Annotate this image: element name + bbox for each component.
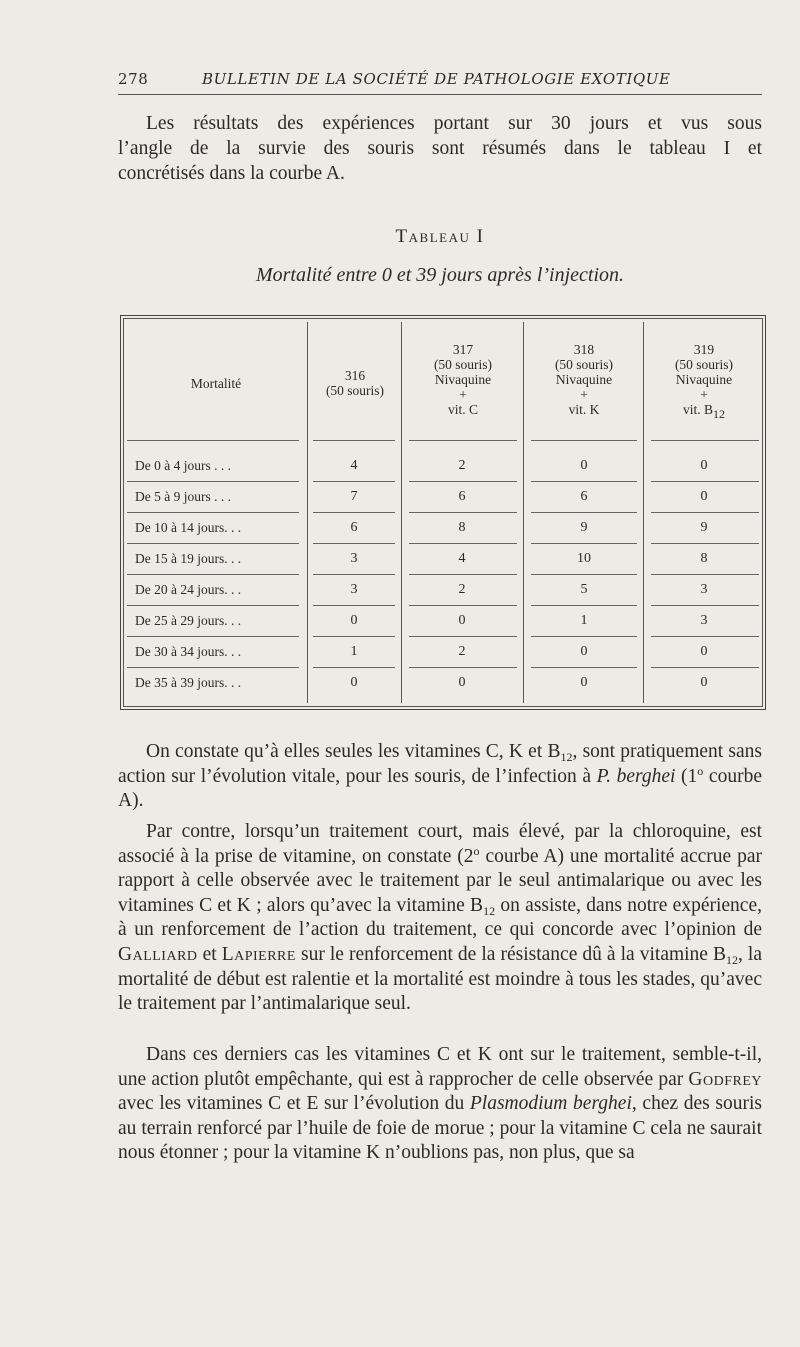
row-rule bbox=[313, 481, 395, 482]
running-title: BULLETIN DE LA SOCIÉTÉ DE PATHOLOGIE EXOTIQUE bbox=[202, 70, 671, 88]
row-rule bbox=[531, 481, 637, 482]
table-cell: 3 bbox=[700, 582, 708, 597]
row-rule bbox=[409, 636, 517, 637]
row-rule bbox=[127, 543, 299, 544]
row-rule bbox=[651, 512, 759, 513]
column-header-319-vitamin: vit. $B_{12}$ bbox=[682, 402, 725, 421]
table-cell: 0 bbox=[458, 675, 466, 690]
table-cell: 1 bbox=[350, 644, 358, 659]
row-rule bbox=[531, 574, 637, 575]
row-rule bbox=[651, 543, 759, 544]
column-header-318: 318 (50 souris) Nivaquine + vit. K bbox=[554, 342, 614, 417]
header-rule bbox=[313, 440, 395, 441]
row-rule bbox=[409, 667, 517, 668]
row-rule bbox=[409, 574, 517, 575]
author-galliard: Galliard bbox=[118, 943, 198, 965]
row-rule bbox=[313, 667, 395, 668]
row-rule bbox=[651, 481, 759, 482]
row-rule bbox=[313, 512, 395, 513]
row-rule bbox=[651, 636, 759, 637]
row-rule bbox=[651, 667, 759, 668]
column-divider bbox=[307, 322, 308, 703]
table-cell: 10 bbox=[577, 551, 591, 566]
header-rule bbox=[531, 440, 637, 441]
table-cell: 0 bbox=[700, 458, 708, 473]
row-rule bbox=[313, 636, 395, 637]
table-cell: 0 bbox=[700, 489, 708, 504]
row-rule bbox=[531, 667, 637, 668]
row-header: Mortalité bbox=[190, 376, 242, 391]
intro-line-3: concrétisés dans la courbe A. bbox=[118, 163, 345, 184]
author-lapierre: Lapierre bbox=[221, 943, 296, 965]
row-label: De 15 à 19 jours. . . bbox=[135, 551, 242, 566]
table-cell: 3 bbox=[350, 551, 358, 566]
table-cell: 0 bbox=[700, 644, 708, 659]
row-label: De 5 à 9 jours . . . bbox=[135, 489, 231, 504]
row-label: De 35 à 39 jours. . . bbox=[135, 675, 242, 690]
table-cell: 8 bbox=[700, 551, 708, 566]
paragraph-3: Dans ces derniers cas les vitamines C et K ont sur le traitement, semble-t-il, une action plutôt empêchante, qui est à rapprocher de celle observée par Godfrey avec les vitamines C et E sur l’évolution du Plasmodium berghei, chez des souris au terrain renforcé par l’huile de foie de morue ; pour la vitamine C cela ne saurait nous étonner ; pour la vitamine K n’oublions pas, non plus, que sa bbox=[118, 1044, 762, 1164]
row-label: De 25 à 29 jours. . . bbox=[135, 613, 242, 628]
row-rule bbox=[531, 636, 637, 637]
table-cell: 4 bbox=[350, 458, 358, 473]
intro-line-1: Les résultats des expériences portant sur 30 jours et vus sous bbox=[146, 113, 762, 134]
mortality-table bbox=[120, 315, 766, 710]
author-godfrey: Godfrey bbox=[688, 1068, 762, 1090]
table-cell: 0 bbox=[580, 675, 588, 690]
table-cell: 2 bbox=[458, 582, 466, 597]
table-cell: 3 bbox=[700, 613, 708, 628]
row-label: De 10 à 14 jours. . . bbox=[135, 520, 242, 535]
row-rule bbox=[313, 574, 395, 575]
table-title: Tableau I bbox=[395, 226, 485, 247]
row-label: De 0 à 4 jours . . . bbox=[135, 458, 231, 473]
row-rule bbox=[531, 543, 637, 544]
paragraph-2: Par contre, lorsqu’un traitement court, mais élevé, par la chloroquine, est associé à la prise de vitamine, on constate (2$^o$ courbe A) une mortalité accrue par rapport à celle observée avec le traitement par le seul antimalarique ou avec les vitamines C et K ; alors qu’avec la vitamine $B_{12}$ on assiste, dans notre expérience, à un renforcement de l’action du traitement, ce qui concorde avec l’opinion de Galliard et Lapierre sur le renforcement de la résistance dû à la vitamine $B_{12}$, la mortalité de début est ralentie et la mortalité est moindre à tous les stades, qu’avec le traitement par l’antimalarique seul. bbox=[118, 821, 763, 1015]
row-rule bbox=[531, 512, 637, 513]
column-divider bbox=[523, 322, 524, 703]
table-cell: 0 bbox=[350, 613, 358, 628]
column-divider bbox=[643, 322, 644, 703]
row-rule bbox=[127, 481, 299, 482]
column-header-316: 316 (50 souris) bbox=[325, 368, 385, 398]
row-rule bbox=[409, 512, 517, 513]
row-rule bbox=[531, 605, 637, 606]
table-cell: 6 bbox=[350, 520, 358, 535]
table-cell: 6 bbox=[458, 489, 466, 504]
header-rule bbox=[651, 440, 759, 441]
row-rule bbox=[409, 543, 517, 544]
intro-line-2: l’angle de la survie des souris sont résumés dans le tableau I et bbox=[118, 138, 762, 159]
table-cell: 0 bbox=[458, 613, 466, 628]
header-rule bbox=[127, 440, 299, 441]
row-rule bbox=[127, 667, 299, 668]
table-cell: 2 bbox=[458, 458, 466, 473]
row-rule bbox=[651, 605, 759, 606]
row-rule bbox=[127, 574, 299, 575]
paragraph-1: On constate qu’à elles seules les vitamines C, K et $B_{12}$, sont pratiquement sans action sur l’évolution vitale, pour les souris, de l’infection à P. berghei (1$^o$ courbe A). bbox=[118, 741, 762, 812]
row-rule bbox=[651, 574, 759, 575]
row-label: De 30 à 34 jours. . . bbox=[135, 644, 242, 659]
table-cell: 7 bbox=[350, 489, 358, 504]
table-cell: 9 bbox=[580, 520, 588, 535]
table-cell: 2 bbox=[458, 644, 466, 659]
row-label: De 20 à 24 jours. . . bbox=[135, 582, 242, 597]
row-rule bbox=[127, 636, 299, 637]
row-rule bbox=[313, 543, 395, 544]
page-number: 278 bbox=[118, 70, 149, 88]
table-subtitle: Mortalité entre 0 et 39 jours après l’injection. bbox=[255, 264, 625, 286]
row-rule bbox=[409, 481, 517, 482]
header-rule bbox=[409, 440, 517, 441]
table-cell: 0 bbox=[580, 458, 588, 473]
table-cell: 9 bbox=[700, 520, 708, 535]
row-rule bbox=[313, 605, 395, 606]
table-cell: 0 bbox=[350, 675, 358, 690]
table-cell: 8 bbox=[458, 520, 466, 535]
row-rule bbox=[127, 605, 299, 606]
column-header-317: 317 (50 souris) Nivaquine + vit. C bbox=[433, 342, 493, 417]
column-divider bbox=[401, 322, 402, 703]
table-cell: 1 bbox=[580, 613, 588, 628]
running-header bbox=[118, 66, 762, 95]
table-cell: 0 bbox=[580, 644, 588, 659]
column-header-319: 319 (50 souris) Nivaquine + vit. $B_{12}$ bbox=[645, 342, 763, 417]
row-rule bbox=[127, 512, 299, 513]
table-cell: 6 bbox=[580, 489, 588, 504]
table-cell: 3 bbox=[350, 582, 358, 597]
table-cell: 5 bbox=[580, 582, 588, 597]
table-cell: 4 bbox=[458, 551, 466, 566]
table-cell: 0 bbox=[700, 675, 708, 690]
row-rule bbox=[409, 605, 517, 606]
